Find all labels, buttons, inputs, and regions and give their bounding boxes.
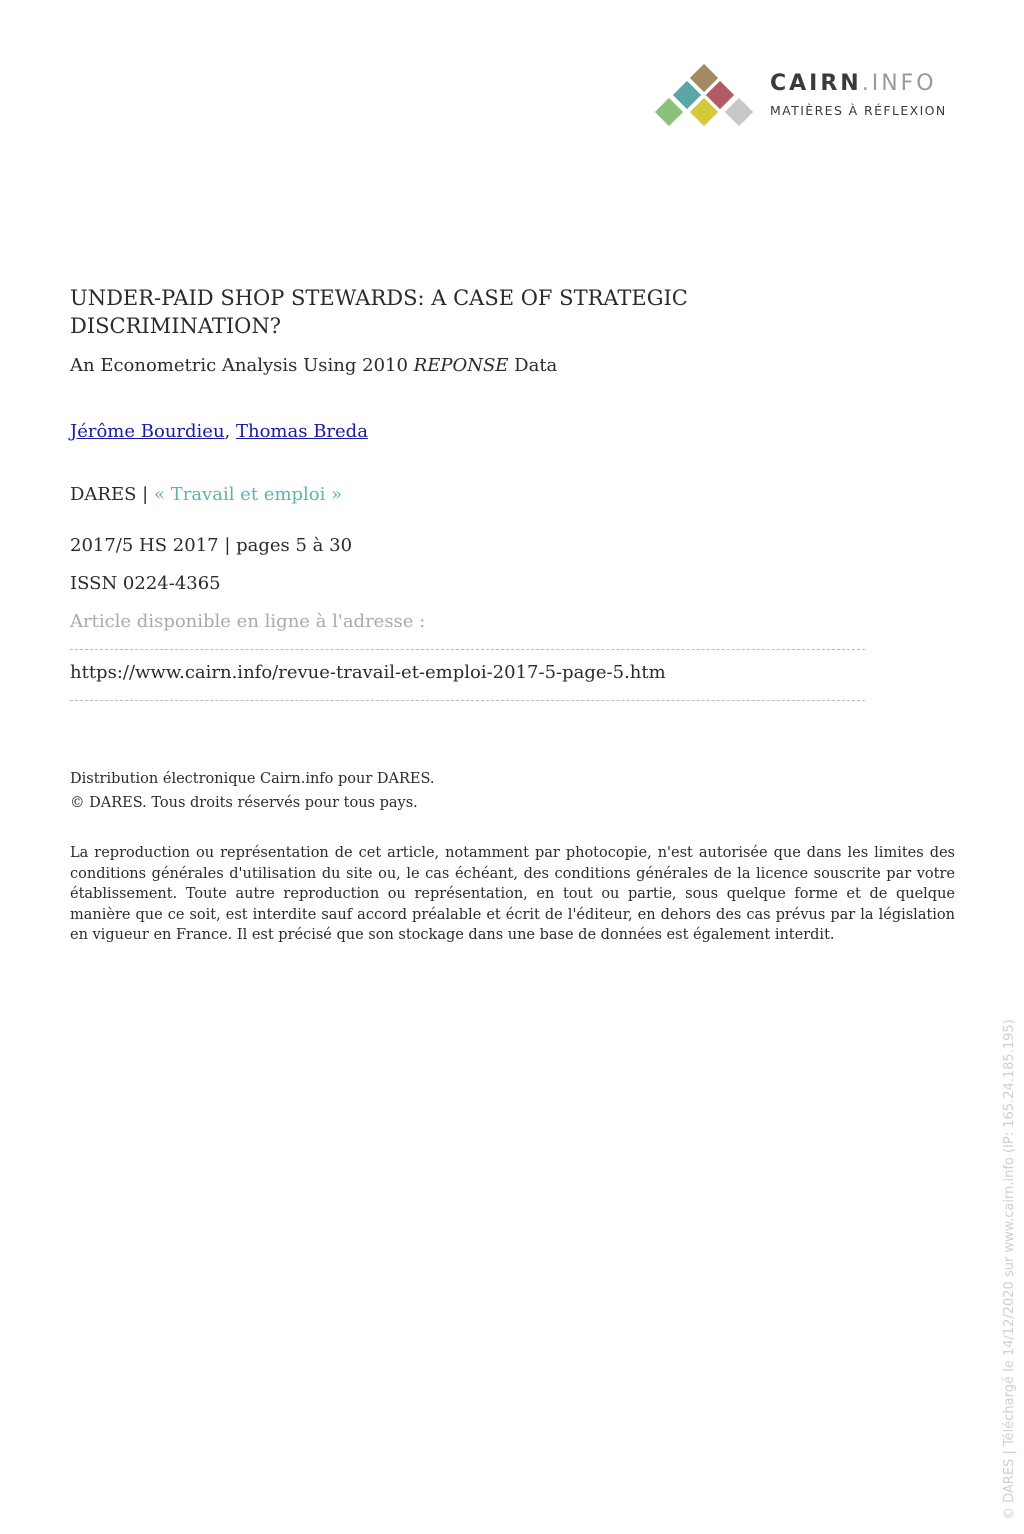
article-subtitle [70, 355, 557, 376]
brand-name [770, 71, 937, 96]
publisher-line [70, 484, 342, 505]
legal-notice: La reproduction ou représentation de cet article, notamment par photocopie, n'est autorisée que dans les limites des conditions générales d'utilisation du site ou, le cas échéant, des conditions générales de la licence souscrite par votre établissement. Toute autre reproduction ou représentation, en tout ou partie, sous quelque forme et de quelque manière que ce soit, est interdite sauf accord préalable et écrit de l'éditeur, en dehors des cas prévus par la législation en vigueur en France. Il est précisé que son stockage dans une base de données est également interdit. [70, 845, 955, 943]
download-watermark: © DARES | Téléchargé le 14/12/2020 sur www.cairn.info (IP: 165.24.185.195) [1002, 1019, 1017, 1520]
brand-tagline: MATIÈRES À RÉFLEXION [770, 103, 947, 118]
authors [70, 421, 368, 442]
divider-top [70, 649, 865, 650]
author-link-bourdieu[interactable]: Jérôme Bourdieu [70, 421, 225, 442]
article-url[interactable]: https://www.cairn.info/revue-travail-et-emploi-2017-5-page-5.htm [70, 662, 666, 683]
logo-diamond [655, 98, 683, 126]
distribution-notice [70, 767, 435, 815]
brand-suffix: .INFO [861, 71, 937, 96]
logo-diamond [673, 81, 701, 109]
divider-bottom [70, 700, 865, 701]
publisher-name: DARES | [70, 484, 154, 505]
cairn-diamonds-icon [652, 62, 762, 134]
brand-main: CAIRN [770, 71, 862, 96]
logo-diamond [725, 98, 753, 126]
availability-label: Article disponible en ligne à l'adresse : [70, 611, 426, 632]
journal-link[interactable]: « Travail et emploi » [153, 484, 343, 505]
cairn-logo[interactable] [652, 62, 962, 134]
distribution-line: Distribution électronique Cairn.info pour DARES. [70, 771, 435, 787]
subtitle-tail: Data [508, 355, 558, 376]
article-title: UNDER-PAID SHOP STEWARDS: A CASE OF STRATEGIC DISCRIMINATION? [70, 286, 688, 338]
author-link-breda[interactable]: Thomas Breda [236, 421, 368, 442]
author-separator: , [224, 421, 236, 442]
issn: ISSN 0224-4365 [70, 573, 221, 594]
issue-info: 2017/5 HS 2017 | pages 5 à 30 [70, 535, 353, 556]
copyright-line: © DARES. Tous droits réservés pour tous pays. [70, 795, 418, 811]
subtitle-text: An Econometric Analysis Using 2010 [70, 355, 414, 376]
subtitle-italic: REPONSE [413, 355, 509, 376]
